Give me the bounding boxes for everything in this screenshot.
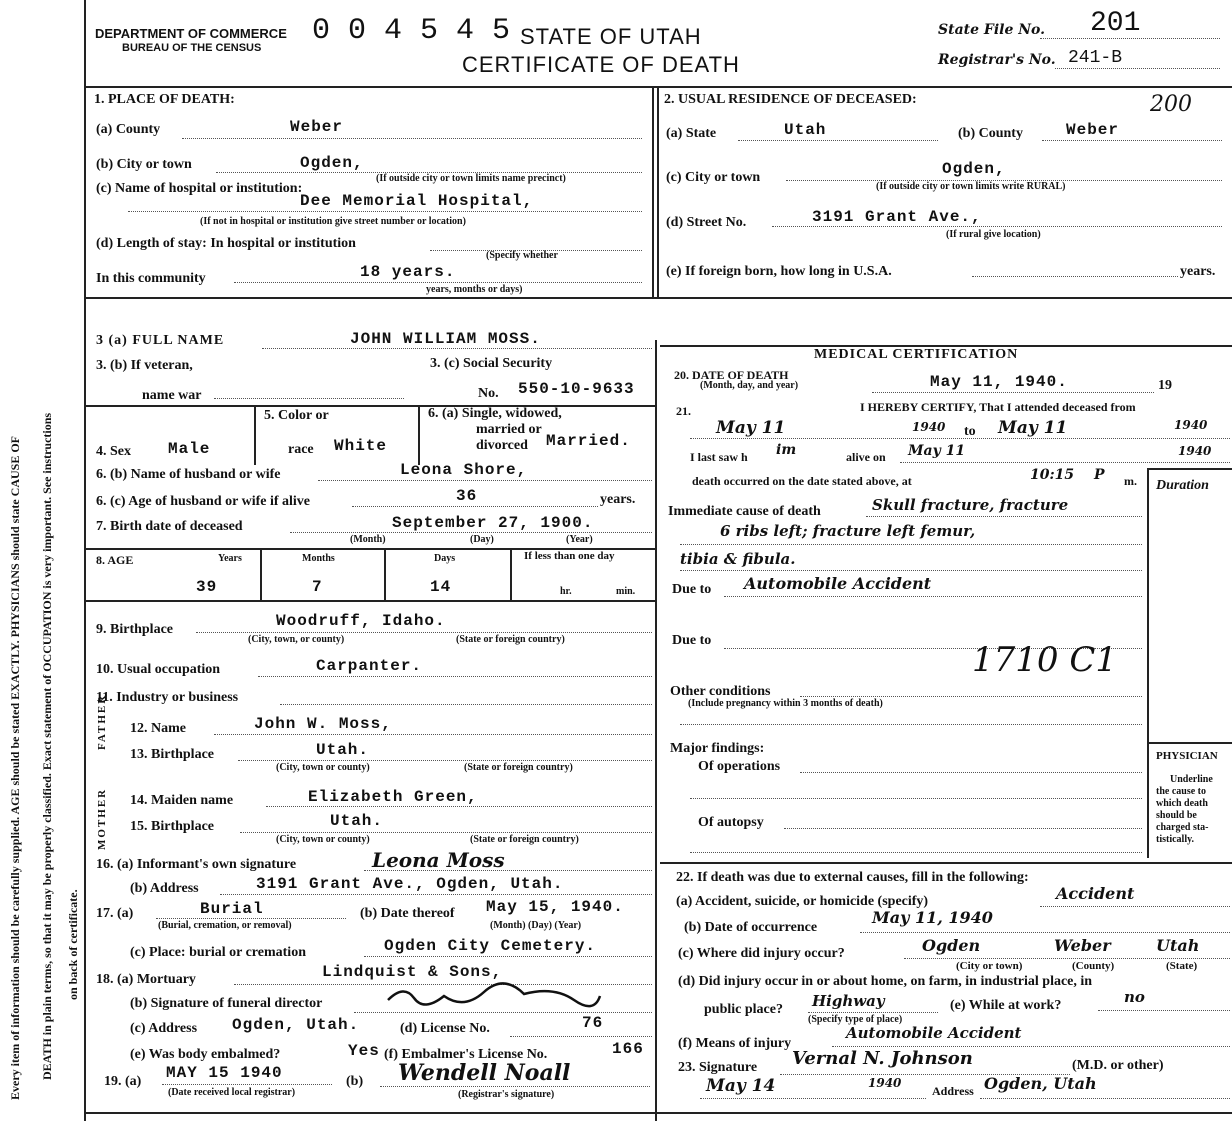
occurrence-rule (860, 932, 1230, 933)
father-bp-value: Utah. (316, 741, 370, 759)
physician-note-1: the cause to (1156, 786, 1206, 797)
embalmer-value: 166 (612, 1040, 644, 1058)
age-years-value: 39 (196, 578, 218, 596)
spouse-age-label: 6. (c) Age of husband or wife if alive (96, 494, 311, 509)
spouse-age-unit: years. (600, 492, 636, 507)
immediate-line-1: Skull fracture, fracture (872, 496, 1069, 514)
last-saw-him: im (776, 442, 797, 458)
alive-on-label: alive on (846, 450, 886, 464)
to-date: May 11 (998, 418, 1068, 438)
father-name-label: 12. Name (130, 721, 186, 736)
death-date-value: May 11, 1940. (930, 373, 1068, 391)
work-rule (1098, 1010, 1230, 1011)
director-line (354, 1012, 652, 1013)
occurrence-label: (b) Date of occurrence (684, 920, 818, 935)
city-label: (b) City or town (96, 157, 192, 172)
spouse-age-line (352, 506, 598, 507)
mother-bp-value: Utah. (330, 812, 384, 830)
hospital-label: (c) Name of hospital or institution: (96, 181, 303, 196)
res-street-label: (d) Street No. (666, 215, 747, 230)
lt-day-label: If less than one day (524, 550, 615, 562)
birth-label: 7. Birth date of deceased (96, 519, 243, 534)
full-name-label: 3 (a) FULL NAME (96, 333, 225, 348)
divider-main (655, 340, 657, 1121)
spouse-line (318, 480, 652, 481)
war-line (214, 398, 404, 399)
other-rule-2 (680, 724, 1142, 725)
informant-line (364, 870, 652, 871)
ss-value: 550-10-9633 (518, 380, 635, 398)
operations-rule-2 (690, 798, 1142, 799)
disposal-line (156, 918, 346, 919)
full-name-line (262, 348, 652, 349)
occupation-label: 10. Usual occupation (96, 662, 221, 677)
race-label: race (288, 442, 314, 457)
res-street-line (772, 226, 1222, 227)
registrar-value: 241-B (1068, 48, 1123, 68)
res-county-value: Weber (1066, 121, 1120, 139)
m-label: m. (1124, 474, 1137, 488)
age-days-value: 14 (430, 578, 452, 596)
registrar-note: (Registrar's signature) (458, 1089, 555, 1100)
from-date: May 11 (716, 418, 786, 438)
mother-name-label: 14. Maiden name (130, 793, 234, 808)
disposal-date-note: (Month) (Day) (Year) (490, 920, 582, 931)
sig-year: 1940 (868, 1076, 902, 1090)
mother-tag: MOTHER (96, 787, 108, 850)
other-note: (Include pregnancy within 3 months of death) (688, 698, 883, 709)
received-line (162, 1084, 332, 1085)
foreign-line (972, 276, 1178, 277)
spouse-value: Leona Shore, (400, 461, 528, 479)
res-county-label: (b) County (958, 126, 1023, 141)
ss-label: 3. (c) Social Security (430, 356, 553, 371)
public-rule (808, 1012, 938, 1013)
birthplace-note-2: (State or foreign country) (456, 634, 565, 645)
physician-note-3: should be (1156, 810, 1197, 821)
received-label: 19. (a) (104, 1074, 142, 1089)
duration-label: Duration (1156, 478, 1209, 493)
registrar-line (1055, 68, 1220, 69)
alive-year: 1940 (1178, 444, 1212, 458)
community-note: years, months or days) (426, 284, 523, 295)
death-date-label: 20. DATE OF DEATH (674, 368, 789, 382)
hospital-note: (If not in hospital or institution give street number or location) (200, 216, 466, 227)
sig-address-rule (980, 1098, 1230, 1099)
section-divider (84, 297, 1232, 299)
sig-address-label: Address (932, 1084, 974, 1098)
mother-bp-note-2: (State or foreign country) (470, 834, 579, 845)
occurrence-value: May 11, 1940 (872, 908, 993, 927)
months-label: Months (302, 553, 335, 564)
ss-no-label: No. (478, 386, 499, 401)
mortuary-label: 18. (a) Mortuary (96, 972, 196, 987)
res-street-value: 3191 Grant Ave., (812, 208, 982, 226)
address-value: 3191 Grant Ave., Ogden, Utah. (256, 875, 564, 893)
certificate-title: CERTIFICATE OF DEATH (462, 52, 740, 77)
mortuary-value: Lindquist & Sons, (322, 963, 503, 981)
accident-type-rule (1040, 906, 1230, 907)
father-bp-note-2: (State or foreign country) (464, 762, 573, 773)
father-tag: FATHER (96, 693, 108, 750)
where-label: (c) Where did injury occur? (678, 946, 845, 961)
spouse-age-value: 36 (456, 487, 478, 505)
operations-label: Of operations (698, 759, 781, 774)
where-note-city: (City or town) (956, 960, 1023, 972)
res-state-label: (a) State (666, 126, 717, 141)
disposal-value: Burial (200, 900, 264, 918)
immediate-line-3: tibia & fibula. (680, 550, 796, 568)
place-value: Ogden City Cemetery. (384, 937, 597, 955)
pm-value: P (1094, 467, 1105, 483)
disposal-note: (Burial, cremation, or removal) (158, 920, 292, 931)
min-label: min. (616, 586, 636, 597)
res-county-line (1042, 140, 1222, 141)
other-rule (800, 696, 1142, 697)
immediate-line-2-rule (680, 544, 1142, 545)
certify-text: I HEREBY CERTIFY, That I attended deceased from (860, 400, 1136, 414)
mother-bp-label: 15. Birthplace (130, 819, 214, 834)
age-col-1 (260, 548, 262, 600)
mother-name-line (266, 806, 652, 807)
mother-bp-line (240, 832, 652, 833)
age-label: 8. AGE (96, 553, 134, 567)
side-instructions-2: DEATH in plain terms, so that it may be properly classified. Exact statement of OCCUPATION is very important. See instructions (40, 412, 54, 1080)
certify-line (690, 438, 1230, 439)
father-name-value: John W. Moss, (254, 715, 392, 733)
age-months-value: 7 (312, 578, 323, 596)
where-city: Ogden (922, 936, 981, 955)
means-label: (f) Means of injury (678, 1036, 792, 1051)
color-label: 5. Color or (264, 408, 329, 423)
physician-note-4: charged sta- (1156, 822, 1209, 833)
mother-name-value: Elizabeth Green, (308, 788, 478, 806)
col-line-1 (254, 405, 256, 465)
disposal-label: 17. (a) (96, 906, 134, 921)
means-value: Automobile Accident (846, 1024, 1022, 1042)
community-label: In this community (96, 271, 206, 286)
registrar-sig-line (380, 1086, 650, 1087)
war-label: name war (142, 388, 202, 403)
autopsy-rule-2 (690, 852, 1142, 853)
age-col-2 (384, 548, 386, 600)
death-date-note: (Month, day, and year) (700, 380, 799, 391)
state-file-value: 201 (1090, 8, 1141, 39)
operations-rule (800, 772, 1142, 773)
public-label: public place? (704, 1002, 783, 1017)
res-city-note: (If outside city or town limits write RURAL) (876, 181, 1066, 192)
res-state-value: Utah (784, 121, 827, 139)
physician-label: PHYSICIAN (1156, 750, 1218, 762)
license-line (510, 1036, 652, 1037)
sex-label: 4. Sex (96, 444, 131, 459)
where-rule (904, 958, 1230, 959)
side-instructions-3: on back of certificate. (66, 889, 80, 1000)
father-name-line (214, 734, 652, 735)
work-label: (e) While at work? (950, 998, 1062, 1013)
mort-address-label: (c) Address (130, 1021, 198, 1036)
residence-label: 2. USUAL RESIDENCE OF DECEASED: (664, 92, 917, 107)
address-label: (b) Address (130, 881, 199, 896)
divider-top-2 (657, 86, 659, 298)
autopsy-rule (784, 828, 1142, 829)
due1-label: Due to (672, 582, 712, 597)
side-instructions-1: Every item of information should be carefully supplied. AGE should be stated EXACTLY. PHYSICIANS should state CAUSE OF (8, 436, 22, 1100)
physician-note-0: Underline (1170, 774, 1213, 785)
accident-type-label: (a) Accident, suicide, or homicide (specify) (676, 894, 929, 909)
bottom-border (84, 1112, 1232, 1114)
birthplace-label: 9. Birthplace (96, 622, 173, 637)
occupation-value: Carpanter. (316, 657, 423, 675)
hr-label: hr. (560, 586, 572, 597)
col-line-2 (418, 405, 420, 465)
last-saw-label: I last saw h (690, 450, 748, 464)
birthplace-line (196, 632, 652, 633)
informant-signature: Leona Moss (372, 848, 505, 872)
veteran-label: 3. (b) If veteran, (96, 358, 193, 373)
director-label: (b) Signature of funeral director (130, 996, 323, 1011)
birth-note-month: (Month) (350, 534, 386, 545)
certify-label: 21. (676, 404, 691, 418)
state-title: STATE OF UTAH (520, 24, 702, 49)
birthplace-value: Woodruff, Idaho. (276, 612, 446, 630)
received-value: MAY 15 1940 (166, 1064, 283, 1082)
age-col-3 (510, 548, 512, 600)
foreign-unit: years. (1180, 264, 1216, 279)
physician-note-5: tistically. (1156, 834, 1195, 845)
accident-type-value: Accident (1056, 884, 1135, 903)
alive-line (900, 462, 1230, 463)
stay-label: (d) Length of stay: In hospital or institution (96, 236, 356, 251)
death-date-line (872, 392, 1154, 393)
registrar-label: Registrar's No. (938, 52, 1056, 68)
sig-date: May 14 (706, 1076, 776, 1096)
sex-value: Male (168, 440, 211, 458)
registrar-sig-label: (b) (346, 1074, 364, 1089)
race-value: White (334, 437, 388, 455)
external-label: 22. If death was due to external causes, fill in the following: (676, 870, 1029, 885)
hospital-value: Dee Memorial Hospital, (300, 192, 534, 210)
occupation-line (258, 676, 652, 677)
res-city-label: (c) City or town (666, 170, 761, 185)
res-city-value: Ogden, (942, 160, 1006, 178)
place-label: (c) Place: burial or cremation (130, 945, 306, 960)
stay-note: (Specify whether (486, 250, 558, 261)
birth-line (290, 532, 652, 533)
marital-label-2: married or (476, 422, 542, 437)
hospital-line (128, 211, 642, 212)
public-note: (Specify type of place) (808, 1014, 903, 1025)
public-value: Highway (812, 992, 885, 1010)
sig-address-value: Ogden, Utah (984, 1074, 1097, 1093)
received-note: (Date received local registrar) (168, 1087, 296, 1098)
immediate-line-3-rule (680, 570, 1142, 571)
address-line (220, 894, 652, 895)
embalmed-value: Yes (348, 1042, 380, 1060)
mort-address-value: Ogden, Utah. (232, 1016, 360, 1034)
years-label: Years (218, 553, 242, 564)
stamp-200: 200 (1150, 92, 1192, 117)
physician-signature: Vernal N. Johnson (792, 1048, 973, 1069)
sig-label: 23. Signature (678, 1060, 758, 1075)
days-label: Days (434, 553, 456, 564)
res-state-line (738, 140, 938, 141)
community-value: 18 years. (360, 263, 456, 281)
birth-note-year: (Year) (566, 534, 593, 545)
due1-rule (724, 596, 1142, 597)
mother-bp-note-1: (City, town or county) (276, 834, 370, 845)
major-label: Major findings: (670, 741, 765, 756)
birth-note-day: (Day) (470, 534, 494, 545)
home-label: (d) Did injury occur in or about home, on farm, in industrial place, in (678, 974, 1093, 989)
physician-top-line (1147, 742, 1232, 744)
place-line (364, 956, 652, 957)
means-rule (832, 1046, 1230, 1047)
where-state: Utah (1156, 936, 1200, 955)
from-year: 1940 (912, 420, 946, 434)
registrar-signature: Wendell Noall (398, 1060, 571, 1086)
place-of-death-label: 1. PLACE OF DEATH: (94, 92, 235, 107)
duration-col-line (1147, 468, 1149, 858)
serial-number: 0 0 4 5 4 5 (312, 14, 511, 48)
embalmer-label: (f) Embalmer's License No. (384, 1047, 548, 1062)
industry-label: 11. Industry or business (96, 690, 239, 705)
year-label: 19 (1158, 378, 1172, 393)
code-mark: 1710 C1 (972, 640, 1117, 680)
disposal-date-label: (b) Date thereof (360, 906, 455, 921)
to-year: 1940 (1174, 418, 1208, 432)
other-label: Other conditions (670, 684, 771, 699)
disposal-date-value: May 15, 1940. (486, 898, 624, 916)
external-top-line (660, 862, 1232, 864)
due1-value: Automobile Accident (744, 574, 932, 593)
to-label: to (964, 424, 976, 439)
immediate-line-2: 6 ribs left; fracture left femur, (720, 522, 976, 540)
occurred-label: death occurred on the date stated above, at (692, 474, 912, 488)
birth-value: September 27, 1900. (392, 514, 594, 532)
autopsy-label: Of autopsy (698, 815, 764, 830)
marital-value: Married. (546, 432, 631, 450)
county-value: Weber (290, 118, 344, 136)
community-line (234, 282, 642, 283)
father-bp-label: 13. Birthplace (130, 747, 214, 762)
county-label: (a) County (96, 122, 161, 137)
informant-label: 16. (a) Informant's own signature (96, 857, 297, 872)
alive-on-value: May 11 (908, 443, 966, 459)
full-name-value: JOHN WILLIAM MOSS. (350, 330, 541, 348)
work-value: no (1124, 988, 1145, 1006)
city-note: (If outside city or town limits name precinct) (376, 173, 566, 184)
license-value: 76 (582, 1014, 604, 1032)
where-county: Weber (1054, 936, 1111, 955)
marital-label-1: 6. (a) Single, widowed, (428, 406, 562, 421)
dept-label: DEPARTMENT OF COMMERCE (95, 26, 287, 41)
physician-note-2: which death (1156, 798, 1208, 809)
divider-top (652, 86, 654, 298)
where-note-county: (County) (1072, 960, 1115, 972)
county-line (182, 138, 642, 139)
duration-top-line (1147, 468, 1232, 470)
time-value: 10:15 (1030, 467, 1075, 483)
embalmed-label: (e) Was body embalmed? (130, 1047, 281, 1062)
due2-label: Due to (672, 633, 712, 648)
industry-line (280, 704, 652, 705)
spouse-label: 6. (b) Name of husband or wife (96, 467, 281, 482)
city-value: Ogden, (300, 154, 364, 172)
state-file-label: State File No. (938, 22, 1046, 38)
director-signature (384, 980, 604, 1014)
res-street-note: (If rural give location) (946, 229, 1041, 240)
license-label: (d) License No. (400, 1021, 490, 1036)
medical-heading: MEDICAL CERTIFICATION (814, 347, 1019, 362)
bureau-label: BUREAU OF THE CENSUS (122, 42, 262, 54)
birthplace-note-1: (City, town, or county) (248, 634, 345, 645)
state-file-line (1040, 38, 1220, 39)
age-bottom-line (84, 600, 655, 602)
immediate-label: Immediate cause of death (668, 504, 821, 519)
immediate-line-1-rule (866, 516, 1142, 517)
foreign-label: (e) If foreign born, how long in U.S.A. (666, 264, 892, 279)
sig-date-rule (700, 1098, 926, 1099)
md-label: (M.D. or other) (1072, 1058, 1164, 1073)
row-line-1 (84, 405, 655, 407)
where-note-state: (State) (1166, 960, 1198, 972)
father-bp-line (238, 760, 652, 761)
marital-label-3: divorced (476, 438, 528, 453)
left-border (84, 0, 86, 1121)
father-bp-note-1: (City, town or county) (276, 762, 370, 773)
